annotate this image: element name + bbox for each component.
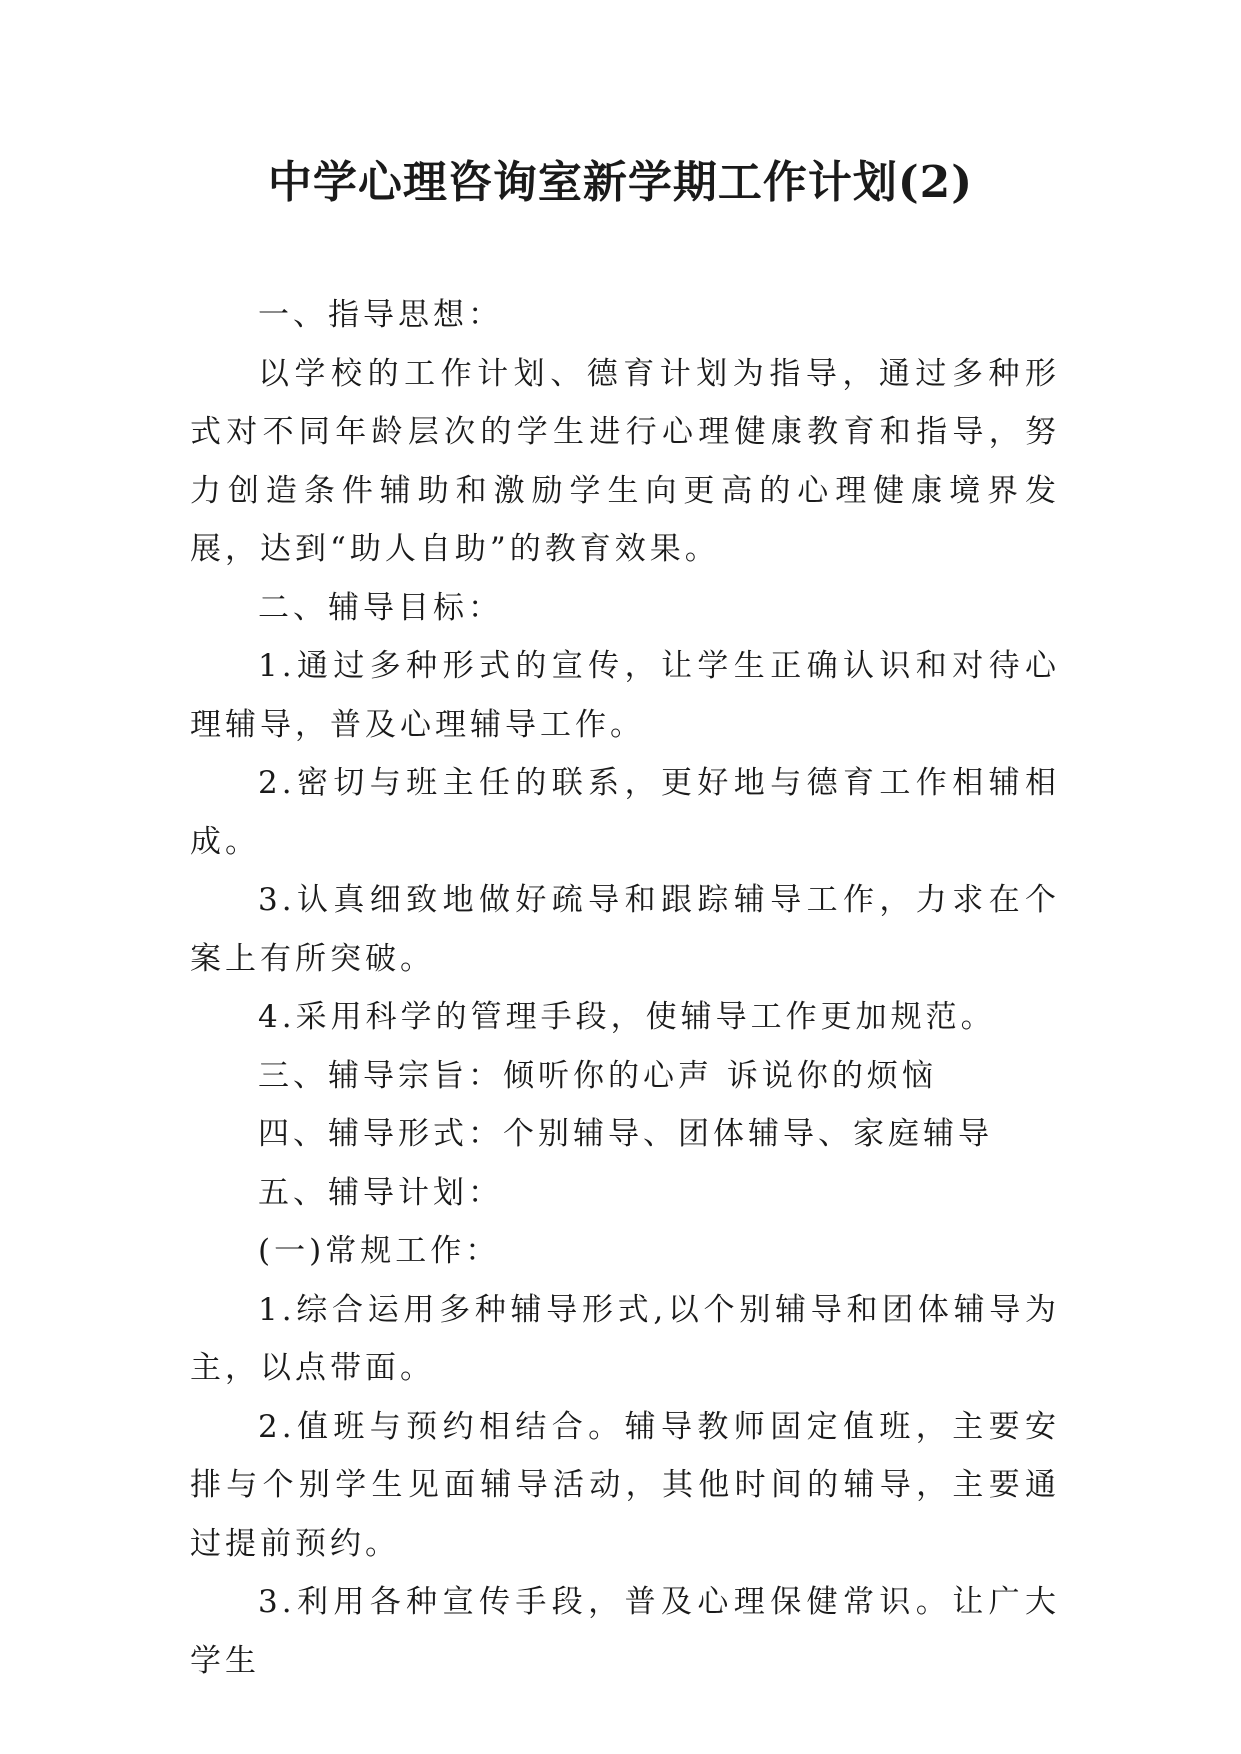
- goal-item-4: 4.采用科学的管理手段，使辅导工作更加规范。: [258, 999, 996, 1035]
- section-counseling-purpose: 三、辅导宗旨：倾听你的心声 诉说你的烦恼: [258, 1057, 937, 1094]
- document-body: [190, 286, 1060, 1690]
- routine-item-1: 1.综合运用多种辅导形式,以个别辅导和团体辅导为主，以点带面。: [190, 1291, 1060, 1386]
- section-heading-counseling-goals: 二、辅导目标：: [258, 589, 503, 626]
- section-heading-guiding-thought: 一、指导思想：: [258, 297, 503, 333]
- document-title: 中学心理咨询室新学期工作计划(2): [267, 157, 974, 208]
- goal-item-1: 1.通过多种形式的宣传，让学生正确认识和对待心理辅导，普及心理辅导工作。: [190, 648, 1060, 743]
- section-counseling-forms: 四、辅导形式：个别辅导、团体辅导、家庭辅导: [258, 1116, 993, 1152]
- paragraph-guiding-thought: 以学校的工作计划、德育计划为指导，通过多种形式对不同年龄层次的学生进行心理健康教育和指导，努力创造条件辅助和激励学生向更高的心理健康境界发展，达到“助人自助”的教育效果。: [190, 355, 1060, 567]
- routine-item-2: 2.值班与预约相结合。辅导教师固定值班，主要安排与个别学生见面辅导活动，其他时间的辅导，主要通过提前预约。: [190, 1408, 1060, 1562]
- section-heading-counseling-plan: 五、辅导计划：: [258, 1174, 503, 1211]
- routine-item-3: 3.利用各种宣传手段，普及心理保健常识。让广大学生: [190, 1584, 1060, 1679]
- goal-item-3: 3.认真细致地做好疏导和跟踪辅导工作，力求在个案上有所突破。: [190, 882, 1060, 977]
- goal-item-2: 2.密切与班主任的联系，更好地与德育工作相辅相成。: [190, 765, 1060, 860]
- subsection-heading-routine-work: (一)常规工作：: [258, 1233, 501, 1269]
